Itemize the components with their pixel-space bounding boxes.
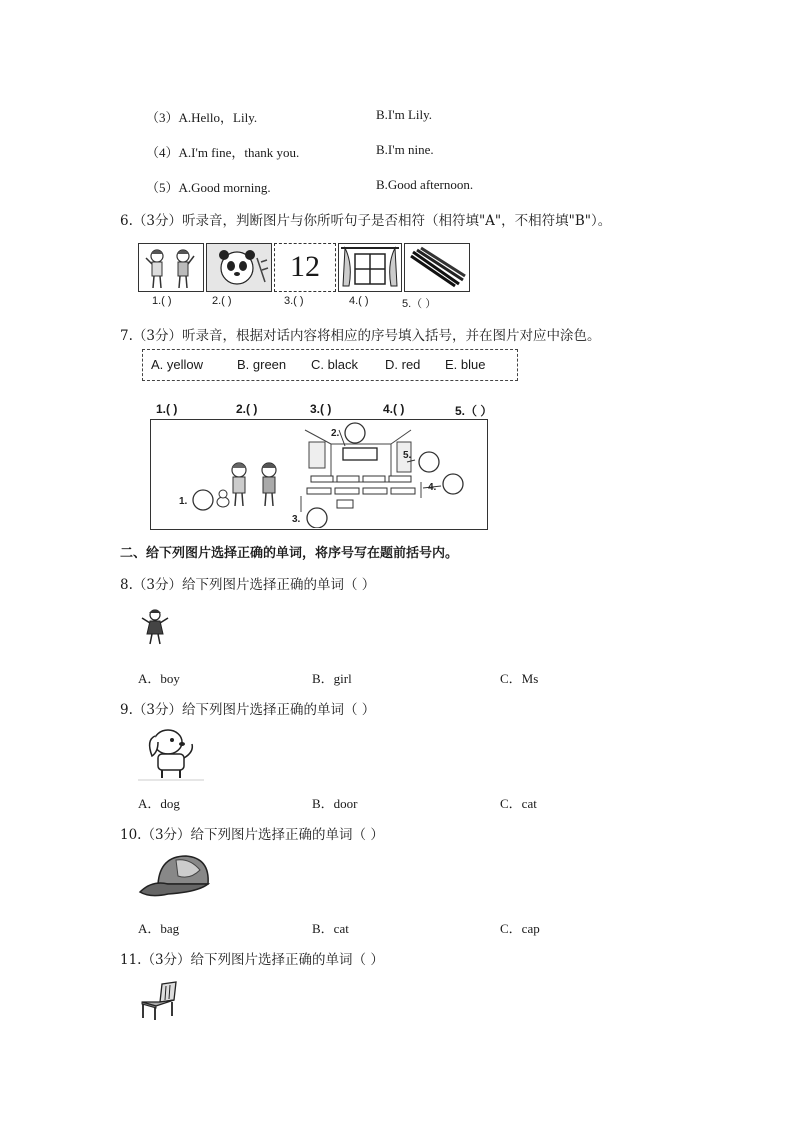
q5-option-4b: B.I'm nine. <box>376 142 434 157</box>
q5-option-5: （5）A.Good morning. <box>146 180 271 195</box>
number-picture <box>274 243 336 292</box>
q6-text: 6.（3分）听录音，判断图片与你所听句子是否相符（相符填"A"，不相符填"B"）。 <box>120 213 612 229</box>
q6-blank-2[interactable]: 2.( ) <box>212 295 232 307</box>
color-option-b: B. green <box>237 357 287 372</box>
dog-picture <box>138 722 204 782</box>
q7-blank-2[interactable]: 2.( ) <box>236 402 258 416</box>
q5-option-3: （3）A.Hello，Lily. <box>146 110 258 125</box>
circle-label-4: 4. <box>428 482 437 493</box>
q9-option-c[interactable]: C．cat <box>500 796 537 811</box>
circle-label-2: 2. <box>331 428 340 439</box>
q7-blank-1[interactable]: 1.( ) <box>156 402 178 416</box>
q9-option-b[interactable]: B．door <box>312 796 358 811</box>
q9-text: 9.（3分）给下列图片选择正确的单词（ ） <box>120 702 376 718</box>
q5-option-3b: B.I'm Lily. <box>376 107 433 122</box>
q6-blank-4[interactable]: 4.( ) <box>349 295 369 307</box>
color-option-a: A. yellow <box>151 357 204 372</box>
section-2-heading: 二、给下列图片选择正确的单词，将序号写在题前括号内。 <box>120 546 459 561</box>
classroom-illustration <box>151 420 486 528</box>
q7-blank-4[interactable]: 4.( ) <box>383 402 405 416</box>
circle-label-5: 5. <box>403 450 412 461</box>
q6-blank-5[interactable]: 5.（ ） <box>402 298 437 310</box>
pencils-picture <box>404 243 470 292</box>
q6-picture-strip <box>138 240 472 294</box>
circle-label-1: 1. <box>179 496 188 507</box>
q10-text: 10.（3分）给下列图片选择正确的单词（ ） <box>120 827 384 843</box>
q7-blank-3[interactable]: 3.( ) <box>310 402 332 416</box>
q7-blank-5[interactable]: 5.（ ） <box>455 404 493 418</box>
q6-blank-1[interactable]: 1.( ) <box>152 295 172 307</box>
q8-option-c[interactable]: C．Ms <box>500 671 539 686</box>
q11-text: 11.（3分）给下列图片选择正确的单词（ ） <box>120 952 384 968</box>
kids-greeting-picture <box>138 243 204 292</box>
q10-option-a[interactable]: A．bag <box>138 921 180 936</box>
window-picture <box>338 243 402 292</box>
q10-option-c[interactable]: C．cap <box>500 921 540 936</box>
color-option-c: C. black <box>311 357 358 372</box>
paint-circle-2[interactable] <box>345 423 365 443</box>
q10-option-b[interactable]: B．cat <box>312 921 349 936</box>
q8-option-b[interactable]: B．girl <box>312 671 352 686</box>
panda-picture <box>206 243 272 292</box>
color-option-d: D. red <box>385 357 421 372</box>
number-twelve: 12 <box>290 250 320 283</box>
chair-picture <box>138 980 180 1022</box>
paint-circle-4[interactable] <box>443 474 463 494</box>
paint-circle-1[interactable] <box>193 490 213 510</box>
q7-text: 7.（3分）听录音，根据对话内容将相应的序号填入括号，并在图片对应中涂色。 <box>120 328 601 344</box>
q6-blank-3[interactable]: 3.( ) <box>284 295 304 307</box>
q8-option-a[interactable]: A．boy <box>138 671 180 686</box>
q8-text: 8.（3分）给下列图片选择正确的单词（ ） <box>120 577 376 593</box>
girl-picture <box>138 606 172 648</box>
circle-label-3: 3. <box>292 514 301 525</box>
paint-circle-5[interactable] <box>419 452 439 472</box>
classroom-picture <box>150 419 488 530</box>
cap-picture <box>138 850 214 906</box>
q5-option-5b: B.Good afternoon. <box>376 177 474 192</box>
color-option-e: E. blue <box>445 357 486 372</box>
paint-circle-3[interactable] <box>307 508 327 528</box>
q5-option-4: （4）A.I'm fine，thank you. <box>146 145 300 160</box>
q9-option-a[interactable]: A．dog <box>138 796 180 811</box>
